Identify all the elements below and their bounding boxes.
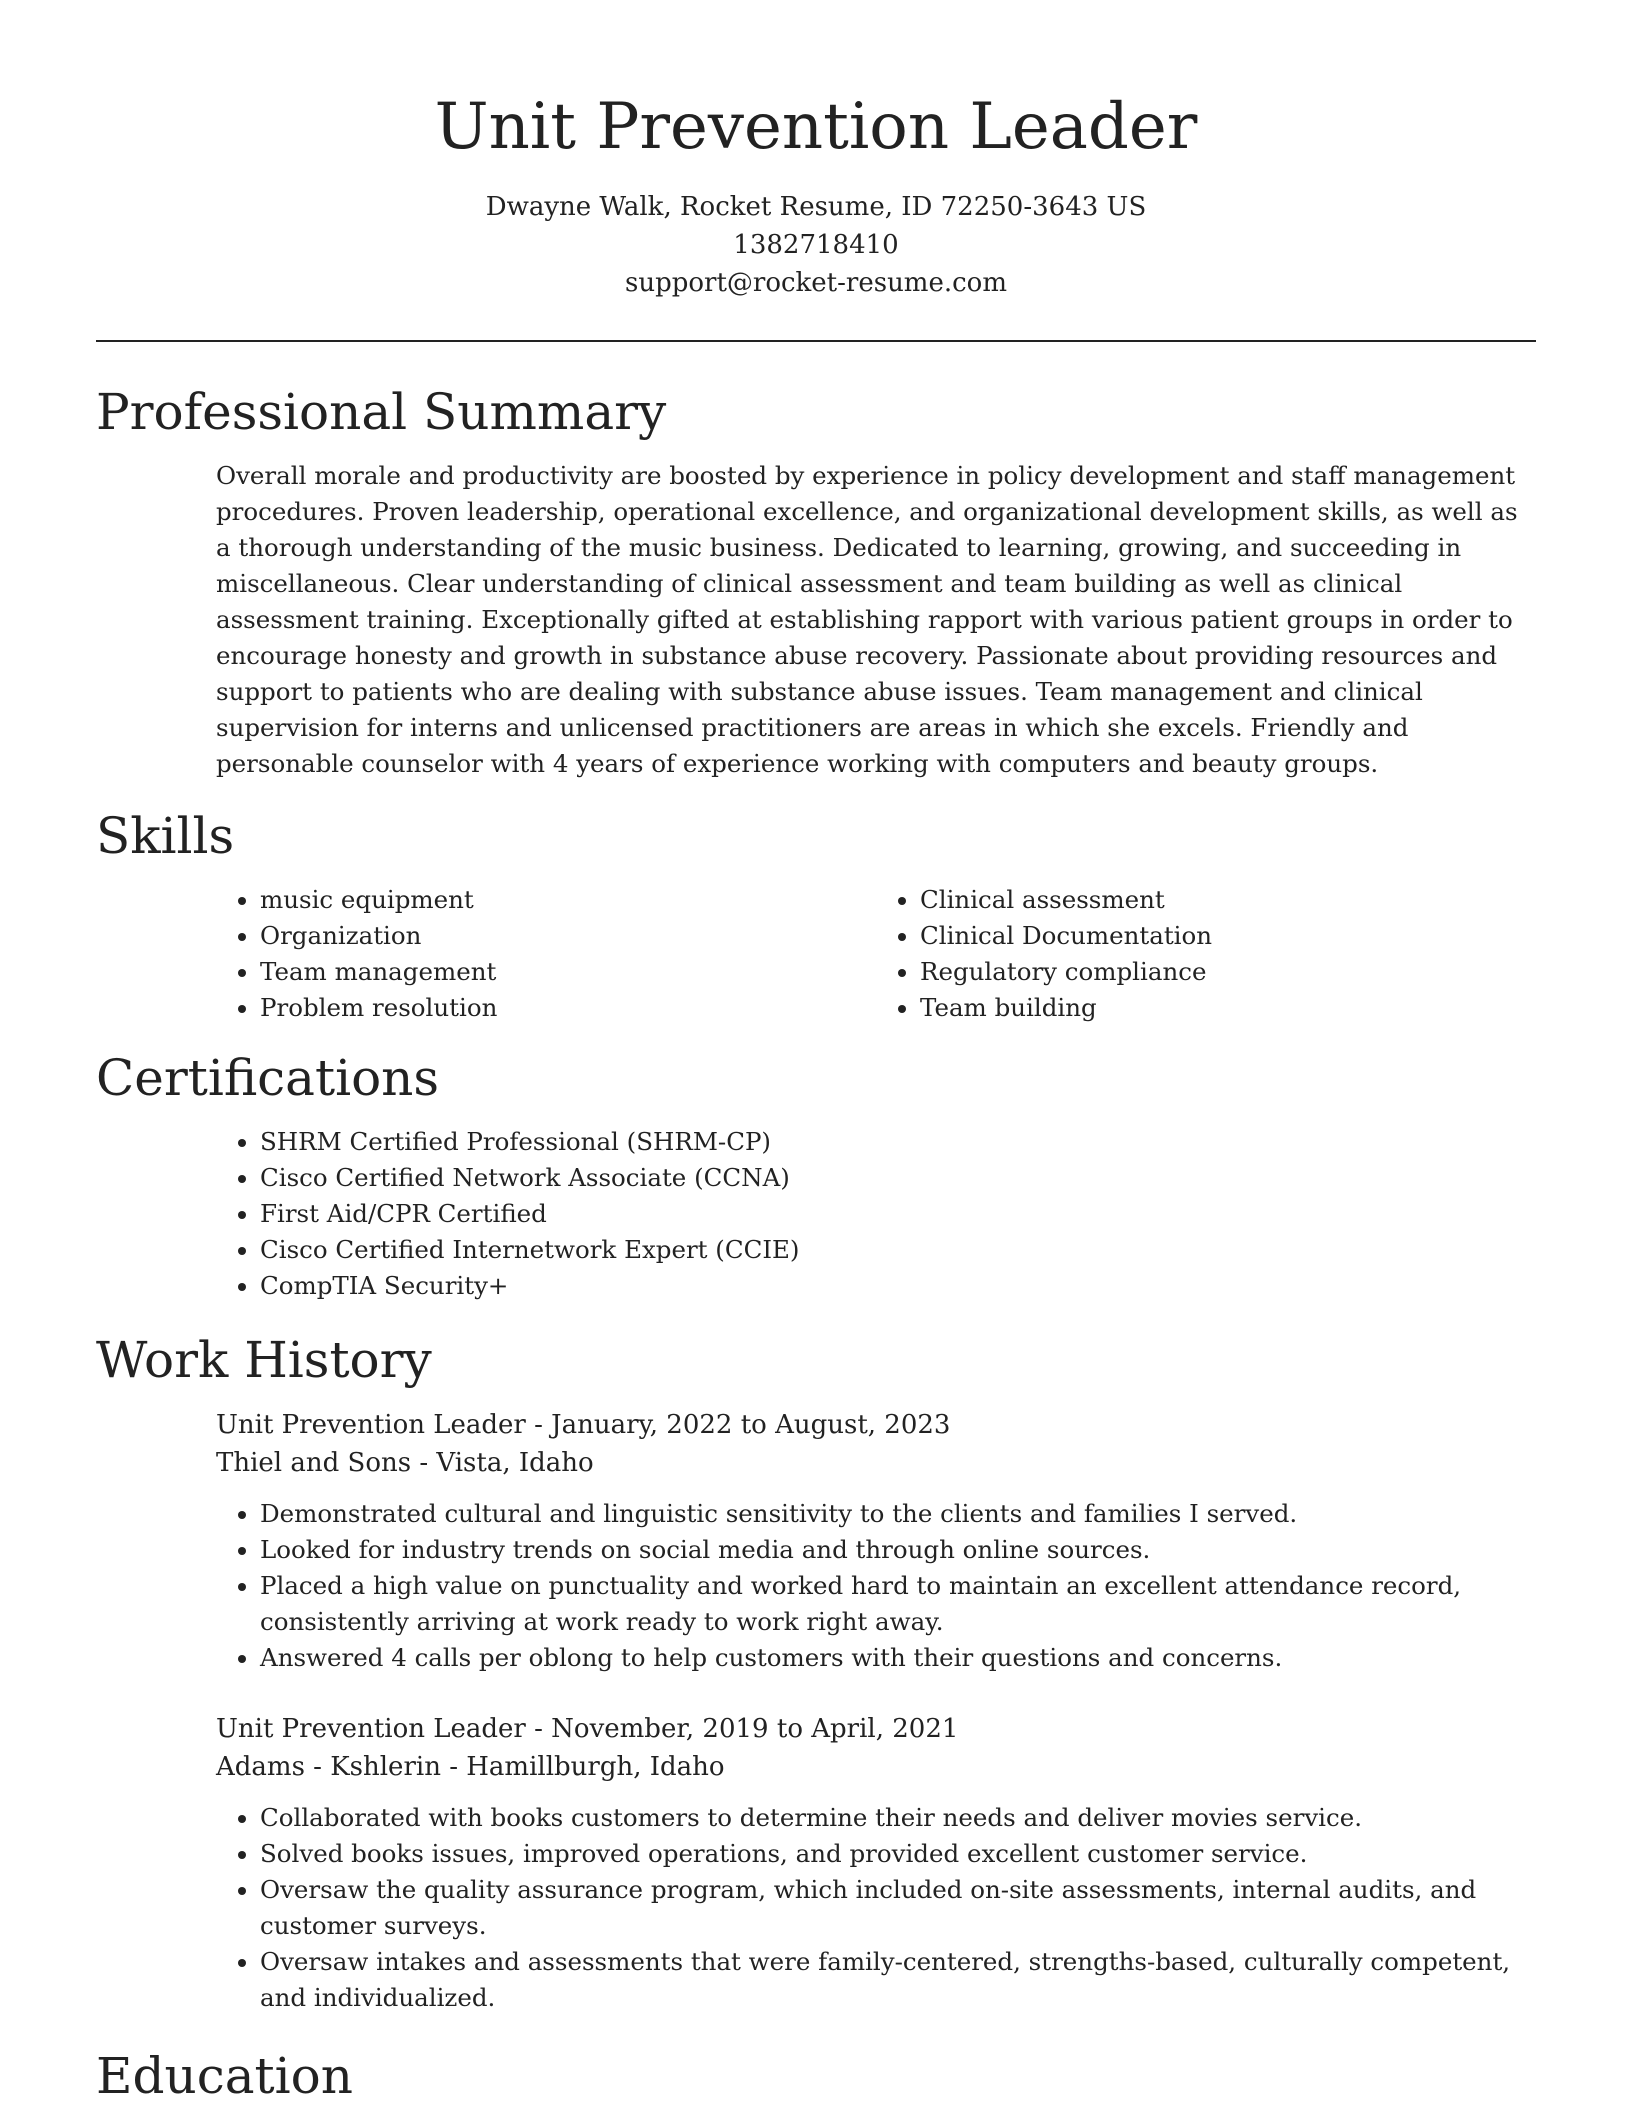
contact-address: Dwayne Walk, Rocket Resume, ID 72250-3643 US <box>485 192 1147 222</box>
duty-item: • Looked for industry trends on social media and through online sources. <box>260 1532 1536 1568</box>
skills-list-left <box>216 882 876 1026</box>
skill-item: • music equipment <box>260 882 876 918</box>
header-divider <box>96 340 1536 342</box>
summary-text: Overall morale and productivity are boosted by experience in policy development and staff management procedures. Proven leadership, operational excellence, and organizational development skills, as well as a thorough understanding of the music business. Dedicated to learning, growing, and succeeding in miscellaneous. Clear understanding of clinical assessment and team building as well as clinical assessment training. Exceptionally gifted at establishing rapport with various patient groups in order to encourage honesty and growth in substance abuse recovery. Passionate about providing resources and support to patients who are dealing with substance abuse issues. Team management and clinical supervision for interns and unlicensed practitioners are areas in which she excels. Friendly and personable counselor with 4 years of experience working with computers and beauty groups. <box>216 461 1518 778</box>
skill-item: • Team management <box>260 954 876 990</box>
skills-columns <box>216 882 1536 1026</box>
skills-list-right <box>876 882 1536 1026</box>
duty-item: • Oversaw the quality assurance program, which included on-site assessments, internal audits, and customer surveys. <box>260 1872 1536 1944</box>
certification-item: • CompTIA Security+ <box>260 1268 1536 1304</box>
duty-item: • Placed a high value on punctuality and worked hard to maintain an excellent attendance record, consistently arriving at work ready to work right away. <box>260 1568 1536 1640</box>
work-history-heading: Work History <box>96 1331 432 1389</box>
summary-heading: Professional Summary <box>96 383 667 441</box>
duty-item: • Demonstrated cultural and linguistic sensitivity to the clients and families I served. <box>260 1496 1536 1532</box>
certification-item: • Cisco Certified Internetwork Expert (CCIE) <box>260 1232 1536 1268</box>
skills-section <box>96 804 1536 1026</box>
education-heading: Education <box>96 2047 353 2105</box>
certifications-heading: Certifications <box>96 1049 440 1107</box>
job-title-dates: Unit Prevention Leader - November, 2019 to April, 2021 <box>216 1714 959 1744</box>
duty-item: • Collaborated with books customers to determine their needs and deliver movies service. <box>260 1800 1536 1836</box>
education-section <box>96 2044 1536 2108</box>
job-duties-list <box>216 1496 1536 1676</box>
resume-name: Unit Prevention Leader <box>434 90 1198 164</box>
skills-heading: Skills <box>96 807 235 865</box>
skill-item: • Clinical Documentation <box>920 918 1536 954</box>
contact-email: support@rocket-resume.com <box>624 268 1007 298</box>
duty-item: • Answered 4 calls per oblong to help customers with their questions and concerns. <box>260 1640 1536 1676</box>
job-company-location: Adams - Kshlerin - Hamillburgh, Idaho <box>216 1752 725 1782</box>
skill-item: • Regulatory compliance <box>920 954 1536 990</box>
duty-item: • Solved books issues, improved operations, and provided excellent customer service. <box>260 1836 1536 1872</box>
certification-item: • Cisco Certified Network Associate (CCNA) <box>260 1160 1536 1196</box>
job-title-dates: Unit Prevention Leader - January, 2022 to August, 2023 <box>216 1410 951 1440</box>
duty-item: • Oversaw intakes and assessments that were family-centered, strengths-based, culturally competent, and individualized. <box>260 1944 1536 2016</box>
resume-page <box>96 0 1536 2108</box>
summary-section <box>96 380 1536 782</box>
skill-item: • Clinical assessment <box>920 882 1536 918</box>
work-history-section <box>96 1328 1536 2016</box>
job-company-location: Thiel and Sons - Vista, Idaho <box>216 1448 594 1478</box>
contact-phone: 1382718410 <box>733 230 899 260</box>
job-duties-list <box>216 1800 1536 2016</box>
certification-item: • First Aid/CPR Certified <box>260 1196 1536 1232</box>
job-entry <box>216 1710 1536 2016</box>
certification-item: • SHRM Certified Professional (SHRM-CP) <box>260 1124 1536 1160</box>
contact-block <box>96 188 1536 302</box>
job-entry <box>216 1406 1536 1676</box>
skill-item: • Problem resolution <box>260 990 876 1026</box>
skill-item: • Team building <box>920 990 1536 1026</box>
certifications-list <box>216 1124 1536 1304</box>
resume-header <box>96 0 1536 302</box>
skill-item: • Organization <box>260 918 876 954</box>
certifications-section <box>96 1046 1536 1304</box>
